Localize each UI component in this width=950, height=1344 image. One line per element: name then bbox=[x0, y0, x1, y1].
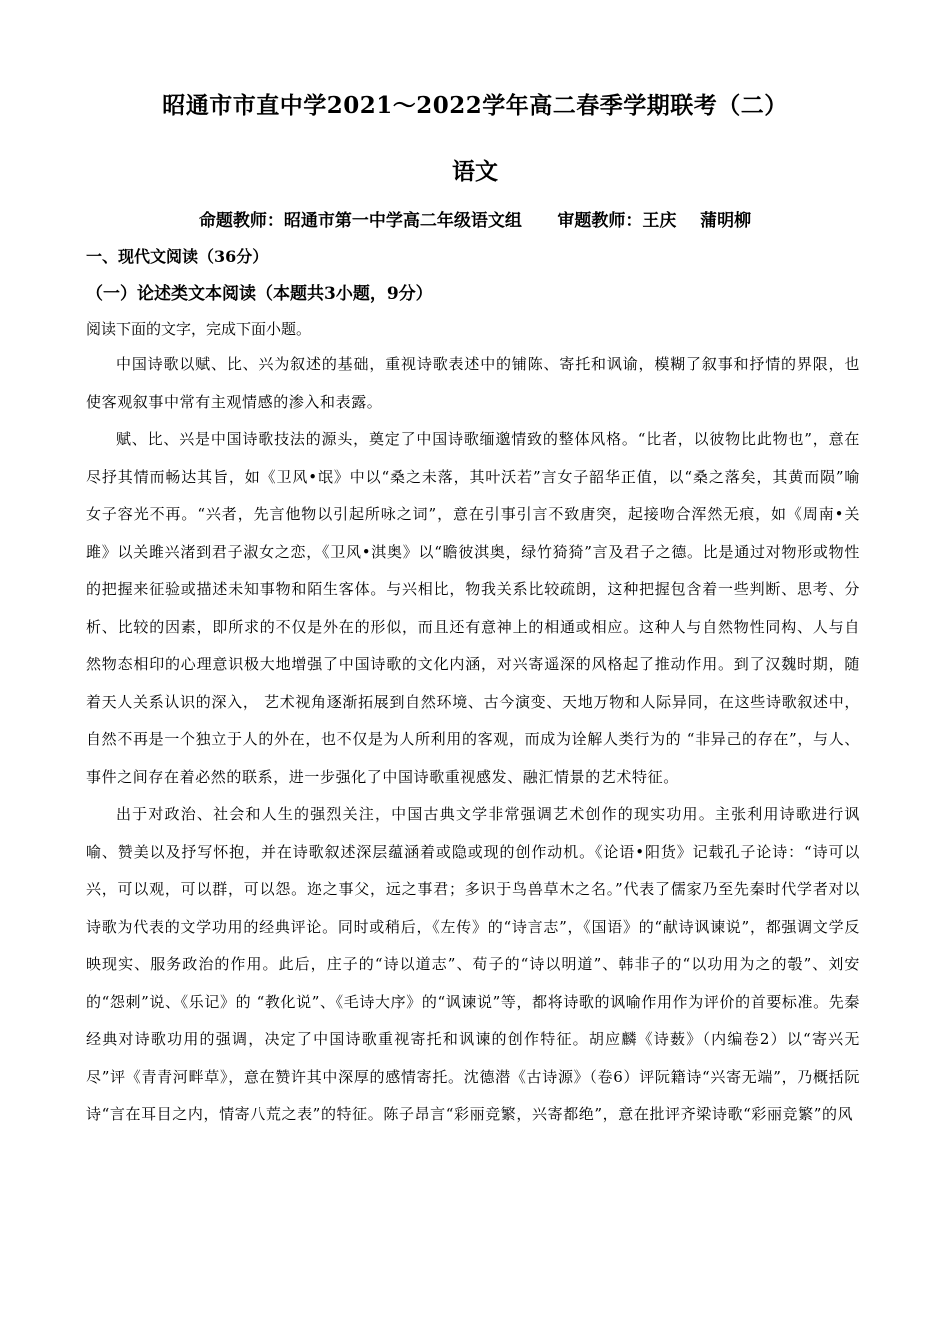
exam-title: 昭通市市直中学2021～2022学年高二春季学期联考（二） bbox=[162, 92, 788, 119]
passage-paragraph-1: 中国诗歌以赋、比、兴为叙述的基础，重视诗歌表述中的铺陈、寄托和讽谕，模糊了叙事和抒情的界限，也使客观叙事中常有主观情感的渗入和表露。 bbox=[86, 355, 860, 411]
passage-paragraph-3: 出于对政治、社会和人生的强烈关注，中国古典文学非常强调艺术创作的现实功用。主张利用诗歌进行讽喻、赞美以及抒写怀抱，并在诗歌叙述深层蕴涵着或隐或现的创作动机。《论语•阳货》记载孔子论诗：“诗可以兴，可以观，可以群，可以怨。迩之事父，远之事君；多识于鸟兽草木之名。”代表了儒家乃至先秦时代学者对以诗歌为代表的文学功用的经典评论。同时或稍后，《左传》的“诗言志”，《国语》的“献诗讽谏说”，都强调文学反映现实、服务政治的作用。此后，庄子的“诗以道志”、荀子的“诗以明道”、韩非子的“以功用为之的彀”、刘安的“怨刺”说、《乐记》的 “教化说”、《毛诗大序》的“讽谏说”等，都将诗歌的讽喻作用作为评价的首要标准。先秦经典对诗歌功用的强调，决定了中国诗歌重视寄托和讽谏的创作特征。胡应麟《诗薮》（内编卷2）以“寄兴无尽”评《青青河畔草》，意在赞许其中深厚的感情寄托。沈德潜《古诗源》（卷6）评阮籍诗“兴寄无端”，乃概括阮诗“言在耳目之内，情寄八荒之表”的特征。陈子昂言“彩丽竞繁，兴寄都绝”，意在批评齐梁诗歌“彩丽竞繁”的风 bbox=[86, 805, 860, 1123]
subject-title: 语文 bbox=[452, 158, 498, 185]
passage-paragraph-2: 赋、比、兴是中国诗歌技法的源头，奠定了中国诗歌缅邈情致的整体风格。“比者，以彼物比此物也”，意在尽抒其情而畅达其旨，如《卫风•氓》中以“桑之未落，其叶沃若”言女子韶华正值，以“桑之落矣，其黄而陨”喻女子容光不再。“兴者，先言他物以引起所咏之词”，意在引事引言不致唐突，起接吻合浑然无痕，如《周南•关雎》以关雎兴渚到君子淑女之恋，《卫风•淇奥》以“瞻彼淇奥，绿竹猗猗”言及君子之德。比是通过对物形或物性的把握来征验或描述未知事物和陌生客体。与兴相比，物我关系比较疏朗，这种把握包含着一些判断、思考、分析、比较的因素，即所求的不仅是外在的形似，而且还有意神上的相通或相应。这种人与自然物性同构、人与自然物态相印的心理意识极大地增强了中国诗歌的文化内涵，对兴寄遥深的风格起了推动作用。到了汉魏时期，随着天人关系认识的深入， 艺术视角逐渐拓展到自然环境、古今演变、天地万物和人际异同，在这些诗歌叙述中，自然不再是一个独立于人的外在，也不仅是为人所利用的客观，而成为诠解人类行为的 “非异己的存在”，与人、事件之间存在着必然的联系，进一步强化了中国诗歌重视感发、融汇情景的艺术特征。 bbox=[86, 430, 860, 786]
teacher-credits: 命题教师：昭通市第一中学高二年级语文组 审题教师：王庆 蒲明柳 bbox=[198, 211, 752, 231]
subsection-heading: （一）论述类文本阅读（本题共3小题，9分） bbox=[86, 284, 433, 304]
reading-passage bbox=[86, 346, 860, 1134]
reading-instruction: 阅读下面的文字，完成下面小题。 bbox=[86, 320, 312, 338]
section-heading: 一、现代文阅读（36分） bbox=[86, 247, 269, 266]
